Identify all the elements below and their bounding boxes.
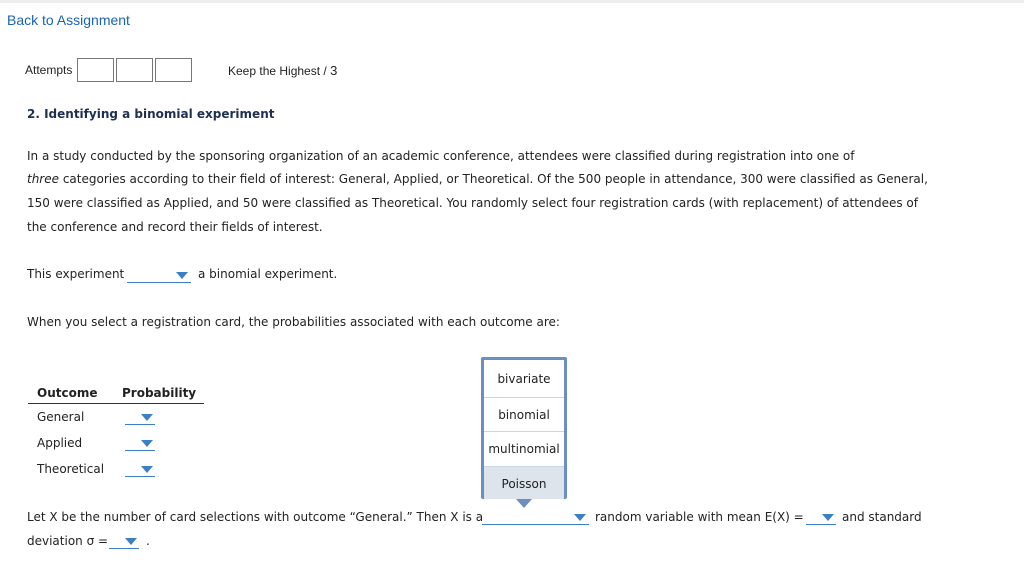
popup-option-poisson[interactable]: Poisson xyxy=(484,466,564,499)
outcome-applied: Applied xyxy=(37,436,83,450)
experiment-suffix: a binomial experiment. xyxy=(198,267,338,281)
paragraph-line-4: the conference and record their fields of interest. xyxy=(27,220,323,234)
paragraph-line-1: In a study conducted by the sponsoring organization of an academic conference, attendees were classified during registration into one of xyxy=(27,149,855,163)
distribution-popup-menu xyxy=(481,357,567,499)
outcome-general: General xyxy=(37,410,85,424)
popup-option-binomial[interactable]: binomial xyxy=(484,397,564,431)
outcome-theoretical: Theoretical xyxy=(37,462,105,476)
paragraph-italic-word: three xyxy=(27,172,60,186)
attempt-box-1 xyxy=(77,58,114,82)
std-deviation-dropdown[interactable] xyxy=(109,534,139,549)
attempts-label: Attempts xyxy=(25,63,73,77)
attempt-box-2 xyxy=(116,58,153,82)
chevron-down-icon xyxy=(574,514,586,521)
keep-highest-text: Keep the Highest / xyxy=(228,64,327,78)
probability-column-header: Probability xyxy=(122,386,197,400)
chevron-down-icon xyxy=(125,538,137,545)
probability-intro: When you select a registration card, the probabilities associated with each outcome are: xyxy=(27,315,560,329)
attempt-box-3 xyxy=(155,58,192,82)
top-divider xyxy=(0,0,1024,3)
outcome-column-header: Outcome xyxy=(37,386,98,400)
chevron-down-icon xyxy=(176,272,188,279)
table-header-rule xyxy=(28,403,204,404)
back-to-assignment-link[interactable]: Back to Assignment xyxy=(7,12,130,28)
probability-general-dropdown[interactable] xyxy=(125,410,155,425)
mean-dropdown[interactable] xyxy=(806,510,836,525)
std-deviation-prefix: deviation σ = xyxy=(27,534,109,548)
std-deviation-suffix: . xyxy=(146,534,150,548)
chevron-down-icon xyxy=(141,440,153,447)
probability-applied-dropdown[interactable] xyxy=(125,436,155,451)
random-variable-middle: random variable with mean E(X) = xyxy=(595,510,804,524)
random-variable-suffix: and standard xyxy=(842,510,922,524)
chevron-down-icon xyxy=(822,514,834,521)
paragraph-line-2 xyxy=(27,172,928,186)
popup-pointer xyxy=(516,499,532,508)
paragraph-line-3: 150 were classified as Applied, and 50 were classified as Theoretical. You randomly select four registration cards (with replacement) of attendees of xyxy=(27,196,918,210)
popup-option-bivariate[interactable]: bivariate xyxy=(497,372,551,386)
keep-highest-total: 3 xyxy=(330,63,338,78)
popup-option-multinomial[interactable]: multinomial xyxy=(484,431,564,465)
question-title: 2. Identifying a binomial experiment xyxy=(27,107,275,121)
experiment-dropdown[interactable] xyxy=(127,268,191,283)
keep-highest-label xyxy=(228,63,337,78)
chevron-down-icon xyxy=(141,414,153,421)
chevron-down-icon xyxy=(141,466,153,473)
experiment-prefix: This experiment xyxy=(27,267,125,281)
random-variable-prefix: Let X be the number of card selections with outcome “General.” Then X is a xyxy=(27,510,484,524)
probability-theoretical-dropdown[interactable] xyxy=(125,462,155,477)
paragraph-line-2-text: categories according to their field of interest: General, Applied, or Theoretical. Of the 500 people in attendance, 300 were classified as General, xyxy=(59,172,928,186)
random-variable-type-dropdown[interactable] xyxy=(482,510,589,525)
